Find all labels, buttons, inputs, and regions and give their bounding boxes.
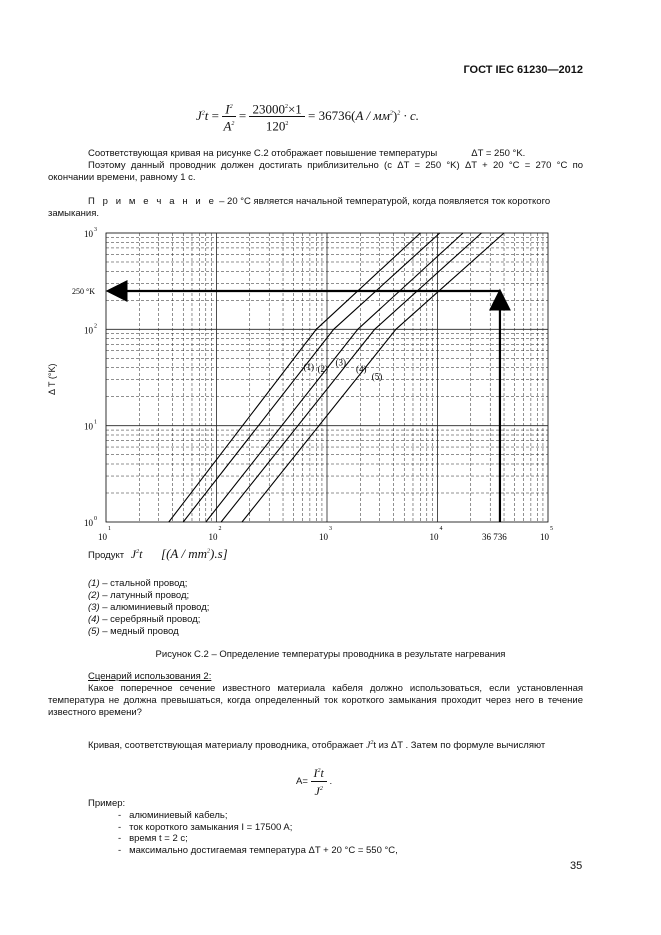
y-tick-label: 10 [84, 518, 93, 528]
legend-item: (5) – медный провод [88, 626, 179, 637]
paragraph-therefore: Поэтому данный проводник должен достигать приблизительно (с ΔT = 250 °K) ΔT + 20 °C = 270 °C по окончании времени, равному 1 с. [48, 160, 583, 183]
legend-item: (4) – серебряный провод; [88, 614, 201, 625]
legend [88, 578, 209, 638]
x-tick-exp: 4 [439, 526, 443, 532]
curve-label: (5) [371, 371, 383, 382]
paragraph-curve: Соответствующая кривая на рисунке С.2 отображает повышение температуры ΔT = 250 °K. [88, 148, 526, 159]
annotation-x-label: 36 736 [481, 532, 507, 542]
x-tick-exp: 2 [218, 526, 222, 532]
note [48, 196, 583, 220]
chart-ticks [84, 227, 553, 542]
x-tick-label: 10 [98, 532, 107, 542]
y-tick-exp: 3 [94, 227, 97, 233]
curve-4 [221, 233, 481, 522]
y-tick-exp: 0 [94, 516, 97, 522]
curve-label: (3) [335, 357, 347, 368]
list-item: - время t = 2 с; [118, 833, 188, 844]
legend-item: (3) – алюминиевый провод; [88, 602, 210, 613]
note-text: – 20 °C является начальной температурой, когда появляется ток короткого замыкания. [48, 196, 551, 219]
chart-curves [169, 233, 504, 522]
x-tick-label: 10 [540, 532, 549, 542]
curve-3 [206, 233, 463, 522]
curve-2 [183, 233, 440, 522]
curve-label: (4) [356, 364, 367, 375]
list-item: - алюминиевый кабель; [118, 810, 228, 821]
standard-header: ГОСТ IEC 61230—2012 [463, 64, 583, 76]
figure-caption: Рисунок С.2 – Определение температуры проводника в результате нагревания [155, 649, 506, 660]
x-tick-label: 10 [208, 532, 218, 542]
x-tick-exp: 1 [108, 526, 111, 532]
curve-1 [169, 233, 421, 522]
example-label: Пример: [88, 798, 126, 809]
chart-annotation [72, 287, 507, 542]
legend-item: (2) – латунный провод; [88, 590, 190, 601]
list-item: - максимально достигаемая температура ΔT + 20 °C = 550 °C, [118, 844, 398, 856]
legend-item: (1) – стальной провод; [88, 578, 188, 589]
x-tick-label: 10 [429, 532, 439, 542]
note-label: П р и м е ч а н и е [88, 196, 217, 207]
formula-area: A= $\frac{I^2t}{J^2}$ . [296, 766, 333, 798]
scenario-title: Сценарий использования 2: [88, 671, 212, 682]
y-tick-exp: 2 [94, 323, 97, 330]
x-tick-label: 10 [319, 532, 328, 542]
product-label: Продукт $J^2t$ $[(A / mm^2).s]$ [88, 546, 228, 561]
y-tick-label: 10 [84, 229, 93, 239]
formula-lhs: $J^2t$ [196, 107, 209, 123]
curve-label: (2) [317, 364, 329, 375]
page-number: 35 [570, 860, 583, 872]
y-tick-label: 10 [84, 325, 93, 336]
y-tick-label: 10 [84, 421, 93, 432]
y-axis-label: Δ T (°K) [47, 363, 57, 395]
formula-fraction-1: $\frac{I^2}{A^2}$ [223, 101, 235, 134]
curve-label: (1) [303, 361, 314, 372]
example-list [118, 810, 398, 856]
scenario-text: Какое поперечное сечение известного материала кабеля должно использоваться, если установленная температура не должна превышаться, когда определенный ток короткого замыкания проходит через него в течение известного времени? [48, 683, 583, 718]
formula-j2t: $J^2t$ = $\frac{I^2}{A^2}$ = $\frac{23000^2\times 1}{120^2}$ = $36736(A / мм^2)^2 \cdot с$. [196, 101, 419, 134]
annotation-y-label: 250 °K [72, 286, 95, 296]
y-tick-exp: 1 [94, 419, 97, 426]
list-item: - ток короткого замыкания I = 17500 A; [118, 821, 293, 833]
formula-fraction-2: $\frac{23000^2\times 1}{120^2}$ [249, 100, 304, 134]
x-tick-exp: 5 [550, 526, 553, 532]
x-tick-exp: 3 [329, 526, 332, 532]
temperature-chart [60, 225, 570, 545]
chart-grid [106, 233, 548, 522]
curve-sentence: Кривая, соответствующая материалу проводника, отображает $J^2t$ из ΔT . Затем по формуле вычисляют [88, 740, 546, 752]
